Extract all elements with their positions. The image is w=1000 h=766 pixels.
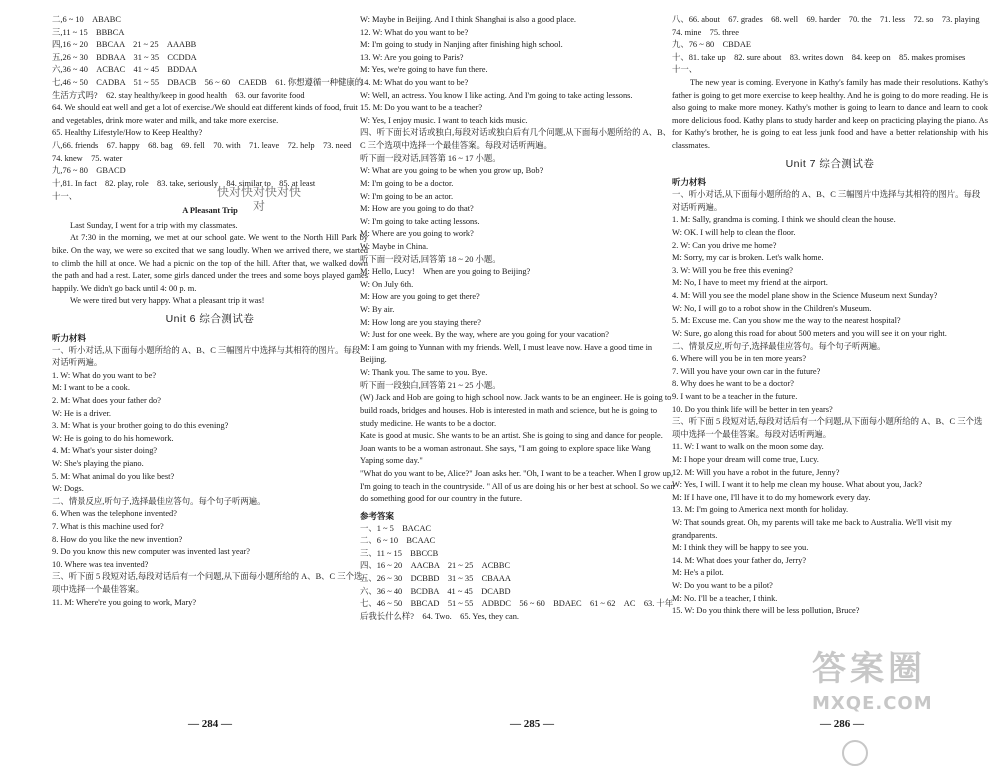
listening-line: W: Thank you. The same to you. Bye. [360, 368, 488, 378]
listening-line: 三、听下面 5 段短对话,每段对话后有一个问题,从下面每小题所给的 A、B、C 三个选项中选择一个最佳答案。每段对话听两遍。 [672, 417, 983, 439]
answer-line: 八,66. friends 67. happy 68. bag 69. fell 70. with 71. leave 72. help 73. need 74. knew 75. water [52, 141, 360, 163]
answer-line: 64. We should eat well and get a lot of exercise./We should eat different kinds of food, fruit and vegetables, drink more water and milk, and take more exercise. [52, 103, 358, 125]
listening-line: 15. M: Do you want to be a teacher? [360, 103, 483, 113]
listening-line: M: Yes, we're going to have fun there. [360, 65, 488, 75]
listening-line: M: How are you going to get there? [360, 292, 480, 302]
answer-line: 四、16 ~ 20 AACBA 21 ~ 25 ACBBC [360, 561, 511, 571]
watermark-top-text: 答案圈 [812, 649, 926, 689]
listening-line: 7. What is this machine used for? [52, 522, 164, 532]
listening-line: 1. W: What do you want to be? [52, 370, 157, 380]
answer-line: 九,76 ~ 80 GBACD [52, 166, 126, 176]
listening-line: M: I want to be a cook. [52, 383, 130, 393]
essay2-body: The new year is coming. Everyone in Kathy's family has made their resolutions. Kathy's father is going to get more exercise to keep healthy. And he is going to do more reading. He is also going to make more money. Kathy's mother is going to learn to dance and learn to cook more delicious food. Kathy plans to study harder and keep on practicing playing the piano. As for Kathy's brother, he is going to eat less junk food and have a better relationship with his classmates. [672, 78, 988, 151]
answer-key-unit5-lines [52, 14, 368, 203]
listening-line: 9. I want to be a teacher in the future. [672, 391, 798, 401]
listening-line: M: I'm going to study in Nanjing after finishing high school. [360, 40, 563, 50]
page-number-284: — 284 — [188, 718, 232, 730]
listening-line: 7. Will you have your own car in the future? [672, 366, 821, 376]
listening-line: W: What are you going to be when you grow up, Bob? [360, 166, 544, 176]
listening-line: 听下面一段对话,回答第 16 ~ 17 小题。 [360, 153, 501, 163]
answer-key-heading: 参考答案 [360, 510, 395, 521]
answer-line: 三,11 ~ 15 BBBCA [52, 27, 125, 37]
listening-line: 2. M: What does your father do? [52, 395, 161, 405]
unit6-listening-heading: 听力材料 [52, 332, 87, 343]
listening-line: M: No. I'll be a teacher, I think. [672, 593, 778, 603]
listening-line: W: He is going to do his homework. [52, 433, 174, 443]
listening-line: 3. M: What is your brother going to do this evening? [52, 421, 229, 431]
listening-line: 10. Where was tea invented? [52, 559, 149, 569]
answer-line: 65. Healthy Lifestyle/How to Keep Healthy? [52, 128, 203, 138]
listening-line: W: That sounds great. Oh, my parents will take me back to Australia. We'll visit my grandparents. [672, 518, 952, 540]
listening-line: 12. M: Will you have a robot in the future, Jenny? [672, 467, 840, 477]
listening-line: 2. W: Can you drive me home? [672, 240, 777, 250]
essay-paragraph: We were tired but very happy. What a pleasant trip it was! [70, 296, 265, 306]
listening-line: M: I am going to Yunnan with my friends. Well, I must leave now. Have a good time in Beijing. [360, 342, 653, 365]
listening-line: 一、听小对话,从下面每小题所给的 A、B、C 三幅图片中选择与其相符的图片。每段对话听两遍。 [52, 345, 361, 368]
page-number-286: — 286 — [820, 718, 864, 730]
listening-line: 13. M: I'm going to America next month for holiday. [672, 505, 849, 515]
listening-line: W: Do you want to be a pilot? [672, 581, 773, 591]
unit6-listening-lines [52, 345, 368, 610]
answer-line: 五、26 ~ 30 DCBBD 31 ~ 35 CBAAA [360, 573, 511, 583]
answer-line: 六,36 ~ 40 ACBAC 41 ~ 45 BDDAA [52, 65, 198, 75]
listening-line: W: He is a driver. [52, 408, 111, 418]
answer-line: 十一、 [672, 65, 698, 75]
listening-line: 11. M: Where're you going to work, Mary? [52, 597, 197, 607]
listening-line: W: By air. [360, 305, 395, 315]
listening-line: M: How are you going to do that? [360, 204, 474, 214]
listening-line: 二、情景反应,听句子,选择最佳应答句。每个句子听两遍。 [672, 341, 886, 351]
answer-line: 二、6 ~ 10 BCAAC [360, 536, 436, 546]
unit6-listening-continued [360, 14, 676, 506]
unit7-title: Unit 7 综合测试卷 [785, 157, 875, 170]
listening-line: 四、听下面长对话或独白,每段对话或独白后有几个问题,从下面每小题所给的 A、B、C 三个选项中选择一个最佳答案。每段对话听两遍。 [360, 128, 672, 151]
listening-line: W: Yes, I enjoy music. I want to teach kids music. [360, 115, 528, 125]
listening-line: 4. M: What's your sister doing? [52, 446, 158, 456]
listening-line: M: I think they will be happy to see you. [672, 543, 809, 553]
answer-line: 四,16 ~ 20 BBCAA 21 ~ 25 AAABB [52, 40, 197, 50]
listening-line: W: She's playing the piano. [52, 459, 144, 468]
listening-line: 13. W: Are you going to Paris? [360, 52, 464, 62]
watermark-logo [812, 649, 1000, 740]
listening-line: 6. Where will you be in ten more years? [672, 354, 807, 364]
answer-key-continued [672, 14, 988, 77]
listening-line: 1. M: Sally, grandma is coming. I think we should clean the house. [672, 215, 896, 225]
listening-line: 4. M: Will you see the model plane show in the Science Museum next Sunday? [672, 291, 938, 301]
watermark-bottom-text: MXQE.COM [812, 693, 933, 714]
listening-line: W: Dogs. [52, 484, 84, 494]
listening-line: M: No, I have to meet my friend at the airport. [672, 278, 828, 288]
answer-line: 九、76 ~ 80 CBDAE [672, 40, 751, 50]
listening-line: M: Where are you going to work? [360, 229, 474, 239]
overlay-stamp-text: 快对快对快对快对 [216, 185, 301, 213]
listening-line: "What do you want to be, Alice?" Joan asks her. "Oh, I want to be a teacher. When I grow up, I'm going to teach in the countryside. " All of us are doing his or her best at school. So we can do something good for our country in the future. [360, 468, 675, 504]
answer-line: 十,81. In fact 82. play, role 83. take, seriously 84. similar to 85. at least [52, 178, 316, 188]
listening-line: W: Just for one week. By the way, where are you going for your vacation? [360, 330, 609, 340]
essay-title: A Pleasant Trip [182, 206, 238, 216]
listening-line: M: I hope your dream will come true, Lucy. [672, 455, 819, 464]
column-left [52, 14, 368, 609]
listening-line: W: On July 6th. [360, 279, 414, 289]
listening-line: M: Sorry, my car is broken. Let's walk home. [672, 253, 824, 263]
listening-line: 听下面一段独白,回答第 21 ~ 25 小题。 [360, 380, 501, 390]
listening-line: 15. W: Do you think there will be less pollution, Bruce? [672, 606, 860, 616]
listening-line: W: Yes, I will. I want it to help me clean my house. What about you, Jack? [672, 480, 923, 490]
unit7-listening-lines [672, 189, 988, 618]
answer-line: 八、66. about 67. grades 68. well 69. harder 70. the 71. less 72. so 73. playing 74. mine 75. three [672, 15, 988, 37]
answer-line: 十、81. take up 82. sure about 83. writes down 84. keep on 85. makes promises [672, 52, 966, 62]
listening-line: 14. M: What do you want to be? [360, 78, 469, 88]
listening-line: W: Maybe in China. [360, 241, 429, 251]
listening-line: M: How long are you staying there? [360, 317, 481, 327]
listening-line: M: Hello, Lucy! When are you going to Beijing? [360, 267, 531, 277]
listening-line: 10. Do you think life will be better in ten years? [672, 404, 833, 414]
answer-line: 三、11 ~ 15 BBCCB [360, 548, 439, 558]
listening-line: 三、听下面 5 段短对话,每段对话后有一个问题,从下面每小题所给的 A、B、C 三个选项中选择一个最佳答案。 [52, 572, 363, 595]
answer-line: 一、1 ~ 5 BACAC [360, 523, 432, 533]
listening-line: 5. M: Excuse me. Can you show me the way to the nearest hospital? [672, 316, 901, 326]
listening-line: 3. W: Will you be free this evening? [672, 265, 793, 275]
listening-line: 11. W: I want to walk on the moon some day. [672, 442, 824, 452]
listening-line: 二、情景反应,听句子,选择最佳应答句。每个句子听两遍。 [52, 496, 266, 506]
listening-line: 8. How do you like the new invention? [52, 534, 183, 544]
listening-line: W: Sure, go along this road for about 500 meters and you will see it on your right. [672, 328, 947, 338]
listening-line: 6. When was the telephone invented? [52, 509, 177, 519]
listening-line: 9. Do you know this new computer was invented last year? [52, 547, 250, 557]
column-right [672, 14, 988, 618]
seal-icon [842, 740, 868, 766]
listening-line: M: If I have one, I'll have it to do my homework every day. [672, 492, 871, 502]
listening-line: W: No, I will go to a robot show in the Children's Museum. [672, 303, 872, 313]
listening-line: 一、听小对话,从下面每小题所给的 A、B、C 三幅图片中选择与其相符的图片。每段对话听两遍。 [672, 190, 981, 212]
essay-body [52, 220, 368, 308]
listening-line: 8. Why does he want to be a doctor? [672, 379, 794, 389]
answer-line: 七,46 ~ 50 CADBA 51 ~ 55 DBACB 56 ~ 60 CAEDB 61. 你想遵循一种健康的生活方式吗? 62. stay healthy/keep in good health 63. our favorite food [52, 78, 364, 100]
listening-line: 听下面一段对话,回答第 18 ~ 20 小题。 [360, 254, 501, 264]
listening-line: 14. M: What does your father do, Jerry? [672, 555, 807, 565]
answer-line: 二,6 ~ 10 ABABC [52, 15, 121, 24]
listening-line: 5. M: What animal do you like best? [52, 471, 175, 481]
listening-line: W: OK. I will help to clean the floor. [672, 228, 796, 238]
answer-line: 七、46 ~ 50 BBCAD 51 ~ 55 ADBDC 56 ~ 60 BDAEC 61 ~ 62 AC 63. 十年后我长什么样? 64. Two. 65. Yes, they can. [360, 599, 674, 621]
listening-line: M: He's a pilot. [672, 568, 724, 578]
essay-paragraph: At 7:30 in the morning, we met at our school gate. We went to the North Hill Park by bike. On the way, we were so excited that we sang loudly. When we arrived there, we started to climb the hill at once. We had a picnic on the top of the hill. After that, we walked down the path and had a rest. Later, some girls danced under the trees and some boys played games happily. We didn't go back until 4: 00 p. m. [52, 233, 368, 293]
column-middle [360, 14, 676, 623]
answer-line: 六、36 ~ 40 BCDBA 41 ~ 45 DCABD [360, 586, 511, 596]
listening-line: W: I'm going to take acting lessons. [360, 216, 480, 226]
essay-paragraph: Last Sunday, I went for a trip with my classmates. [70, 220, 238, 230]
unit7-listening-heading: 听力材料 [672, 177, 707, 188]
listening-line: W: Maybe in Beijing. And I think Shanghai is also a good place. [360, 15, 577, 24]
listening-line: M: I'm going to be a doctor. [360, 178, 454, 188]
answer-line: 五,26 ~ 30 BDBAA 31 ~ 35 CCDDA [52, 52, 197, 62]
listening-line: 12. W: What do you want to be? [360, 27, 469, 37]
listening-line: W: I'm going to be an actor. [360, 191, 454, 201]
page-number-285: — 285 — [510, 718, 554, 730]
listening-line: (W) Jack and Hob are going to high school now. Jack wants to be an engineer. He is going to build roads, bridges and houses. Hob is interested in math and science, but he is going to study medicine. He wants to be a doctor. [360, 393, 672, 428]
unit6-title: Unit 6 综合测试卷 [165, 313, 255, 326]
listening-line: Kate is good at music. She wants to be an artist. She is going to sing and dance for people. Joan wants to be a woman astronaut. She says, "I am going to explore space like Wang Yaping some day." [360, 431, 663, 466]
listening-line: W: Well, an actress. You know I like acting. And I'm going to take acting lessons. [360, 90, 633, 100]
answer-key-unit6-lines [360, 523, 676, 624]
answer-line: 十一、 [52, 191, 78, 201]
